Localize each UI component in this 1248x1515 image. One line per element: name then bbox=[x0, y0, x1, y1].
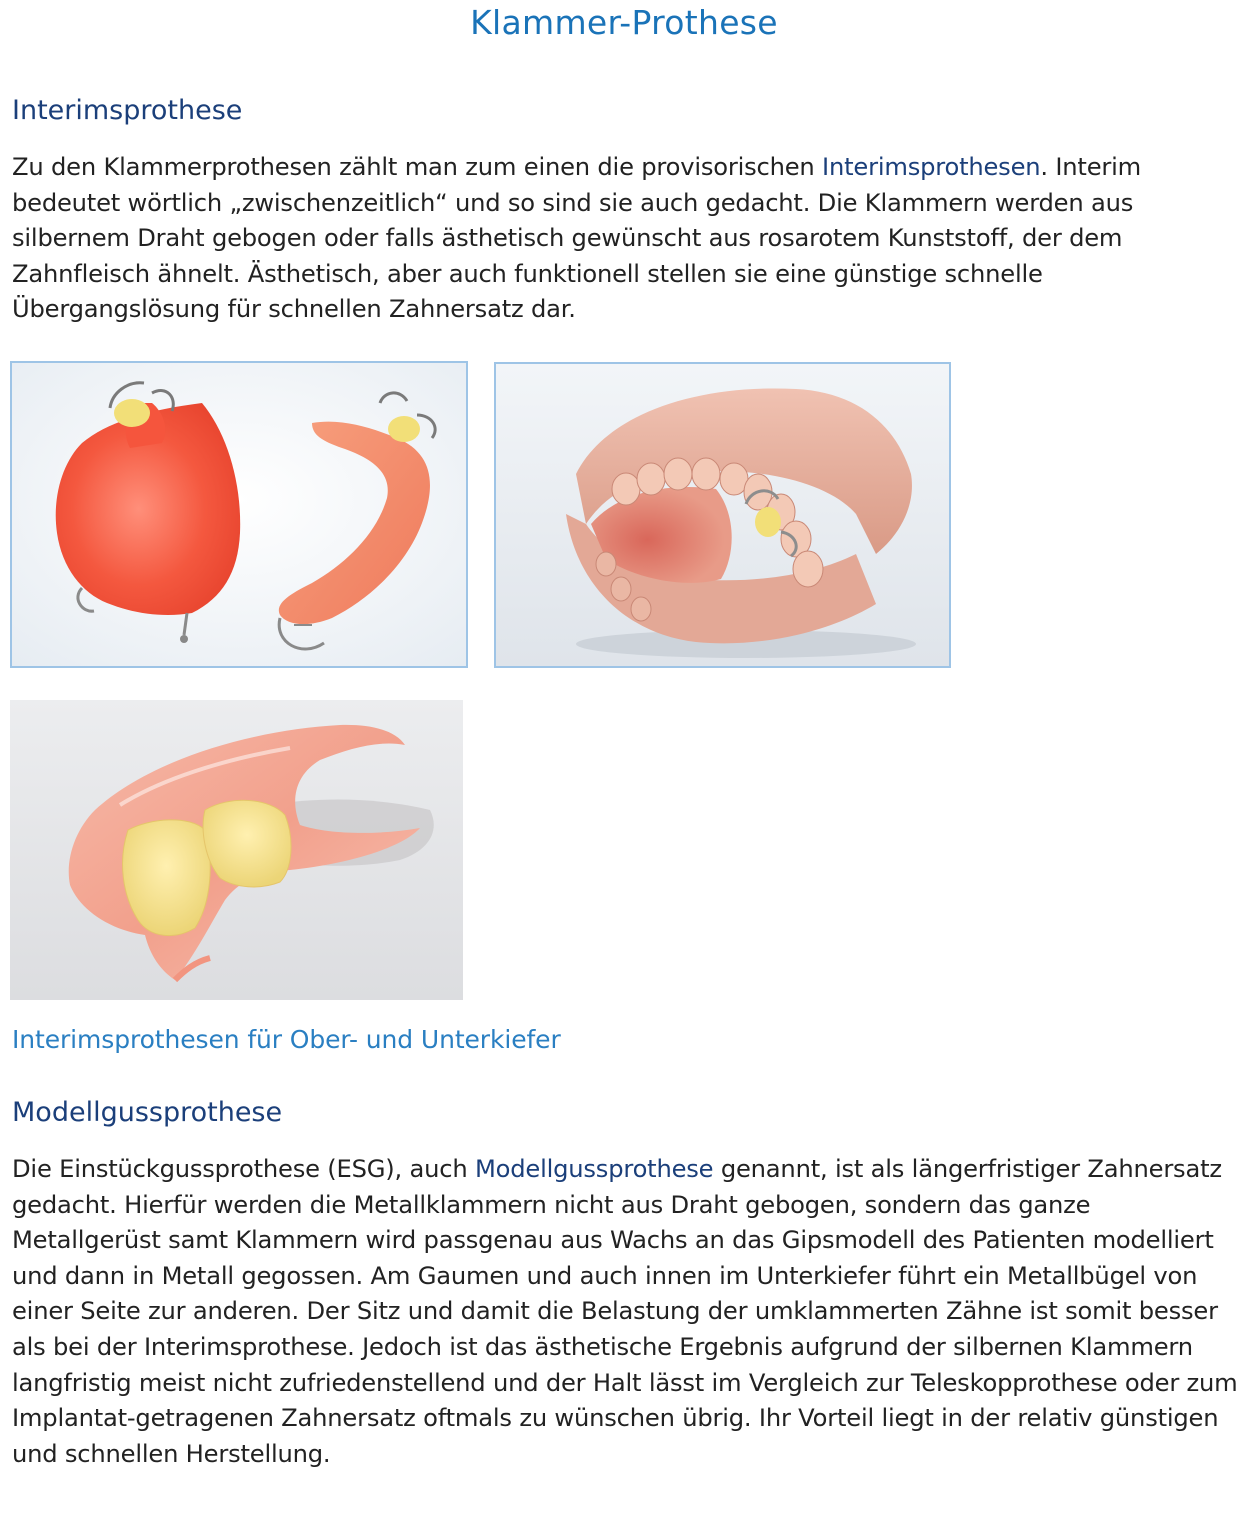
photo-interim-denture-front-teeth bbox=[10, 700, 463, 1000]
text-segment: Zu den Klammerprothesen zählt man zum einen die provisorischen bbox=[12, 153, 823, 181]
text-segment: Die Einstückgussprothese (ESG), auch bbox=[12, 1155, 475, 1183]
heading-interimsprothese: Interimsprothese bbox=[12, 95, 243, 126]
text-segment: genannt, ist als längerfristiger Zahnersatz gedacht. Hierfür werden die Metallklammern nicht aus Draht gebogen, sondern das ganze Metallgerüst samt Klammern wird passgenau aus Wachs an das Gipsmodell des Patienten modelliert und dann in Metall gegossen. Am Gaumen und auch innen im Unterkiefer führt ein Metallbügel von einer Seite zur anderen. Der Sitz und damit die Belastung der umklammerten Zähne ist somit besser als bei der Interimsprothese. Jedoch ist das ästhetische Ergebnis aufgrund der silbernen Klammern langfristig meist nicht zufriedenstellend und der Halt lässt im Vergleich zur Teleskopprothese oder zum Implantat-getragenen Zahnersatz oftmals zu wünschen übrig. Ihr Vorteil liegt in der relativ günstigen und schnellen Herstellung. bbox=[12, 1155, 1238, 1468]
paragraph-interimsprothese bbox=[12, 150, 1242, 328]
link-modellgussprothese[interactable]: Modellgussprothese bbox=[474, 1155, 714, 1183]
caption-link-interimsprothesen[interactable]: Interimsprothesen für Ober- und Unterkiefer bbox=[12, 1025, 561, 1054]
photo-interim-dentures-pair bbox=[10, 361, 468, 668]
paragraph-modellgussprothese bbox=[12, 1152, 1242, 1472]
heading-modellgussprothese: Modellgussprothese bbox=[12, 1097, 283, 1128]
page-title: Klammer-Prothese bbox=[470, 3, 778, 42]
link-interimsprothesen[interactable]: Interimsprothesen bbox=[822, 153, 1041, 181]
photo-interim-denture-on-model bbox=[494, 362, 951, 668]
text-segment: . Interim bedeutet wörtlich „zwischenzeitlich“ und so sind sie auch gedacht. Die Klammern werden aus silbernem Draht gebogen oder falls ästhetisch gewünscht aus rosarotem Kunststoff, der dem Zahnfleisch ähnelt. Ästhetisch, aber auch funktionell stellen sie eine günstige schnelle Übergangslösung für schnellen Zahnersatz dar. bbox=[12, 153, 1142, 324]
